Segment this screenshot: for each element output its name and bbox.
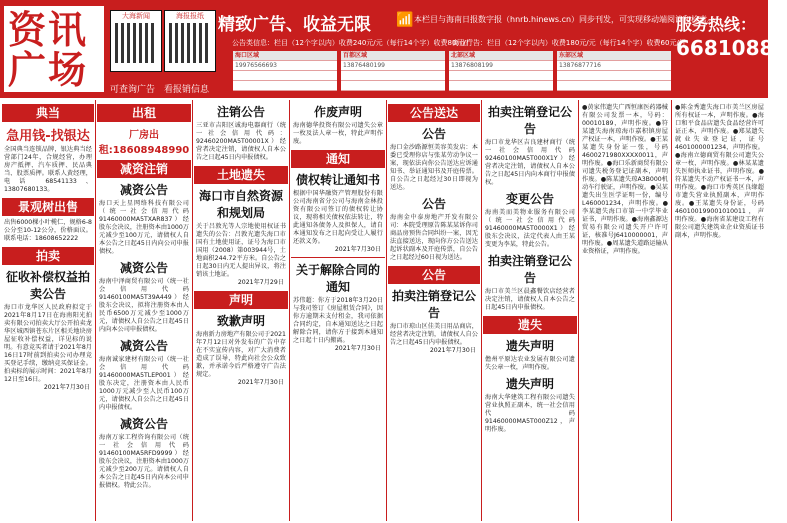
notice-title: 遗失声明	[505, 339, 554, 353]
notice-body: 海南德华投资有限公司遗失公章一枚及法人章一枚，特此声明作废。	[293, 122, 383, 145]
notice-body: 海南金中泰房地产开发有限公司：本院受理原告陈某某诉你司商品房预售合同纠纷一案，因无法直接送达，现向你方公告送达起诉状副本及开庭传票，自公告之日起经过60日视为送达。	[390, 214, 478, 261]
column-lost-list-a	[580, 100, 670, 521]
notice-title: 遗失声明	[505, 377, 554, 391]
region-title: 东部区域	[557, 51, 671, 61]
notice-title: 注销公告	[216, 105, 265, 119]
region-phone: 13876877716	[557, 61, 671, 71]
section-band-lost: 遗失	[483, 316, 577, 334]
notice-date: 2021年7月30日	[334, 345, 381, 352]
region-row	[233, 71, 337, 81]
column-divider	[95, 100, 96, 521]
notice-date: 2021年7月30日	[429, 347, 476, 354]
notice-body: 根据中国华融资产管理股份有限公司海南省分公司与海南金林投资有限公司签订的债权转让协议，现将相关债权依法转让，特此通知各债务人及担保人，请自本通知发布之日起向受让人履行还款义务。	[293, 190, 383, 245]
column-notices	[291, 100, 385, 521]
column-divider	[386, 100, 387, 521]
region-grid-baidu	[340, 50, 446, 92]
notice-body: 苏伟超：你方于2018年3月20日与我司签订《房屋租赁合同》，因你方逾期未支付租金，我司依据合同约定，自本通知送达之日起解除合同，请你方于接到本通知之日起十日内搬离。	[293, 297, 383, 344]
notice-body: 海口市龙华区吉良建材商行（统一社会信用代码92460100MA5T000X1Y）经营者决定注销，请债权人自本公告之日起45日内向本商行申报债权。	[485, 139, 575, 186]
header-banner	[0, 0, 787, 96]
divider-line	[291, 257, 385, 258]
notice-body: 三亚市吉阳区诚海电器商行（统一社会信用代码：92460200MA5T00001X）经营者决定注销，请债权人自本公告之日起45日内申报债权。	[196, 122, 286, 161]
region-phone: 13876808199	[449, 61, 553, 71]
column-divider	[671, 100, 672, 521]
sync-notice: 本栏目与海南日报数字报（hnrb.hinews.cn）同步刊发，可实现移动端阅读和检索。	[414, 15, 716, 24]
notice-body: 海南新力房地产有限公司于2021年7月12日对外发布的广告中存在不实宣传内容，对广大消费者造成了误导，特此向社会公众致歉，并承诺今后严格遵守广告法规定。	[196, 331, 286, 378]
qr-caption-left: 可查询广告	[110, 85, 156, 95]
ad-title: 急用钱-找银达	[6, 129, 90, 144]
column-deregister-lost	[483, 100, 577, 521]
qr-label: 大海新闻	[122, 12, 150, 20]
notice-title: 公告	[421, 127, 446, 141]
region-row	[557, 81, 671, 91]
notice-title: 变更公告	[505, 192, 554, 206]
wifi-icon: 📶	[396, 12, 414, 28]
notice-title: 减资公告	[119, 417, 168, 431]
region-row	[341, 71, 445, 81]
section-band-land: 土地遗失	[194, 166, 288, 184]
header-divider	[0, 96, 768, 98]
notice-body: 海口市琼山区佳美日用品商店，经营者决定注销，请债权人自公告之日起45日内申报债权。	[390, 323, 478, 346]
region-grid-east	[556, 50, 672, 92]
hotline-number[interactable]: 66810888	[676, 36, 787, 60]
ad-body: 全国典当连锁品牌，银达典当经营部门24年，合规经营，办理房产抵押、汽车质押、民品典当、股票质押。联系人黄经理，电话 68541133、13807680133。	[4, 146, 92, 193]
notice-title: 减资公告	[119, 183, 168, 197]
region-grid-haikou	[232, 50, 338, 92]
notice-body: 海口市美兰区晨鑫餐饮店经营者决定注销，请债权人自本公告之日起45日内申报债权。	[485, 288, 575, 311]
region-row	[557, 71, 671, 81]
notice-title: 拍卖注销登记公告	[487, 105, 572, 136]
section-band-service: 公告送达	[388, 104, 480, 122]
notice-body: 关于吕敦光等人宗地使用权证书遗失的公告：吕敦光遗失海口市国有土地使用证，证号为海口市国用（2008）第003944号，土地面积244.72平方米。自公告之日起30日内无人提出异议，将注销该土地证。	[196, 223, 286, 278]
notice-body: 海南美而美物业服务有限公司（统一社会信用代码91460000MA5T0000X1）经股东会决议，法定代表人由王某变更为李某，特此公告。	[485, 209, 575, 248]
qr-caption-right: 看报销信息	[164, 85, 210, 95]
rent-phone[interactable]: 厂房出租:18608948990	[98, 130, 190, 156]
qr-pattern-icon	[169, 23, 209, 63]
qr-label: 海报报纸	[176, 12, 204, 20]
region-phone: 13876480199	[341, 61, 445, 71]
ad-body: 出售6000棵小叶榄仁，规格6-8公分至10-12公分，价格面议。联系电话：18608652222	[4, 219, 92, 242]
notice-date: 2021年7月30日	[43, 384, 90, 391]
section-band-notice: 公告	[388, 266, 480, 284]
price-info-left: 公告类信息：栏目（12个字以内）收费240元/元（每行14个字）收费80元/行	[232, 39, 473, 47]
column-divider	[578, 100, 579, 521]
notice-body: 儋州平原达农业发展有限公司遗失公章一枚，声明作废。	[485, 356, 575, 371]
notice-title: 征收补偿权益拍卖公告	[5, 270, 90, 301]
region-phone: 19976566693	[233, 61, 337, 71]
notice-title: 致歉声明	[216, 314, 265, 328]
section-band-rent: 出租	[97, 104, 191, 122]
price-info-right: 商业广告：栏目（12个字以内）收费180元/元（每行14个字）收费60元/行	[452, 39, 686, 47]
column-lost-list-b	[673, 100, 766, 521]
notice-title: 公告	[421, 197, 446, 211]
qr-code-news[interactable]	[110, 10, 162, 72]
column-land-statement	[194, 100, 288, 521]
section-band-capital: 减资注销	[97, 160, 191, 178]
column-divider	[289, 100, 290, 521]
region-title: 百都区域	[341, 51, 445, 61]
notice-body: 海口金沙路源恒美容美发店：本委已受理你店与张某劳动争议一案，现依法向你公告送达应诉通知书、举证通知书及开庭传票。自公告之日起经过30日即视为送达。	[390, 144, 478, 191]
section-band-statement: 声明	[194, 291, 288, 309]
column-pawn-auction	[2, 100, 94, 521]
notice-title: 拍卖注销登记公告	[487, 254, 572, 285]
hotline-label: 服务热线：	[676, 15, 757, 34]
notice-body: 海口市龙华区人民政府拟定于2021年8月17日在海南阳光拍卖有限公司拍卖大厅公开拍卖龙华区城西镇苍东片区相关地块房屋征收补偿权益，详见标的说明。有意竞买者请于2021年8月16日17时前到拍卖公司办理竞买登记手续，缴纳竞买保证金。拍卖标的展示时间：2021年8月12日至16日。	[4, 304, 92, 383]
qr-pattern-icon	[115, 23, 155, 63]
region-row	[449, 81, 553, 91]
region-row	[449, 71, 553, 81]
slogan: 精致广告、收益无限	[218, 15, 371, 35]
column-divider	[192, 100, 193, 521]
column-rent-capital	[97, 100, 191, 521]
notice-date: 2021年7月29日	[237, 279, 284, 286]
lost-notices-list: ●陈金秀遗失海口市美兰区房屋所有权证一本，声明作废。●海口和平食品店遗失食品经营许可证正本，声明作废。●郑某遗失就业失业登记证，证号4601000001234，声明作废。●海南立德商贸有限公司遗失公章一枚，声明作废。●林某某遗失医师执业证书，声明作废。●符某遗失不动产权证书一本，声明作废。●海口市秀英区良缘超市遗失营业执照副本，声明作废。●王某遗失身份证，号码460100199001010011，声明作废。●海南省某建设工程有限公司遗失建筑业企业资质证书副本，声明作废。	[675, 104, 764, 239]
notice-body: 海南大华建筑工程有限公司遗失营业执照正副本，统一社会信用代码91460000MA5T000Z12，声明作废。	[485, 394, 575, 433]
brand-title-line1: 资讯	[8, 7, 89, 52]
section-band-auction: 拍卖	[2, 247, 94, 265]
region-grid-north	[448, 50, 554, 92]
notice-title: 减资公告	[119, 261, 168, 275]
region-title: 北部区域	[449, 51, 553, 61]
qr-code-paper[interactable]	[164, 10, 216, 72]
notice-title: 债权转让通知书	[295, 173, 380, 187]
column-divider	[481, 100, 482, 521]
region-row	[341, 81, 445, 91]
brand-title-line2: 广场	[8, 47, 89, 92]
notice-date: 2021年7月30日	[334, 246, 381, 253]
brand-logo	[4, 6, 104, 92]
notice-title: 减资公告	[119, 339, 168, 353]
section-band-notify: 通知	[291, 150, 385, 168]
region-row	[233, 81, 337, 91]
section-band-trees: 景观树出售	[2, 198, 94, 216]
section-band-pawn: 典当	[2, 104, 94, 122]
notice-body: 海南中泽商贸有限公司（统一社会信用代码91460100MA5T39A449）经股东会决议，拟将注册资本由人民币6500万元减少至1000万元，请债权人自公告之日起45日内向本公司申报债权。	[99, 278, 189, 333]
column-service	[388, 100, 480, 521]
notice-title: 作废声明	[313, 105, 362, 119]
notice-body: 海口天上星网络科技有限公司（统一社会信用代码 91460000MA5TXAR837）经股东会决议，注册资本由1000万元减少至100万元，请债权人自本公告之日起45日内向公司申报债权。	[99, 200, 189, 255]
notice-title: 关于解除合同的通知	[295, 263, 380, 294]
lost-notices-list: ●黄家伟遗失广西恒康医药器械有限公司发票一本，号码：00010189，声明作废。●符某遗失海南琼海市嘉积镇房屋产权证一本，声明作废。●王某某遗失身份证一张，号码4600271980XXXX0011，声明作废。●海口乐新商贸有限公司遗失税务登记证副本，声明作废。●陈某遗失琼A3B000机动车行驶证，声明作废。●吴某遗失出生医学证明一份，编号L460001234，声明作废。●李某遗失海口市第一中学毕业证书，声明作废。●海南鑫源达贸易有限公司遗失开户许可证，核准号J6410000001，声明作废。●周某遗失道路运输从业资格证，声明作废。	[582, 104, 668, 255]
notice-date: 2021年7月30日	[237, 379, 284, 386]
notice-body: 海南万家工程咨询有限公司（统一社会信用代码91460100MA5RFD9999）经股东会决议，注册资本由1000万元减少至200万元。请债权人自本公告之日起45日内向本公司申报债权。特此公告。	[99, 434, 189, 489]
notice-title: 海口市自然资源和规划局	[198, 189, 283, 220]
notice-body: 海南诚家建材有限公司（统一社会信用代码91460000MA5TLEP001）经股东决定，注册资本由人民币1000万元减少至人民币100万元，请债权人自公告之日起45日内申报债权。	[99, 356, 189, 411]
region-title: 海口区域	[233, 51, 337, 61]
notice-title: 拍卖注销登记公告	[391, 289, 476, 320]
